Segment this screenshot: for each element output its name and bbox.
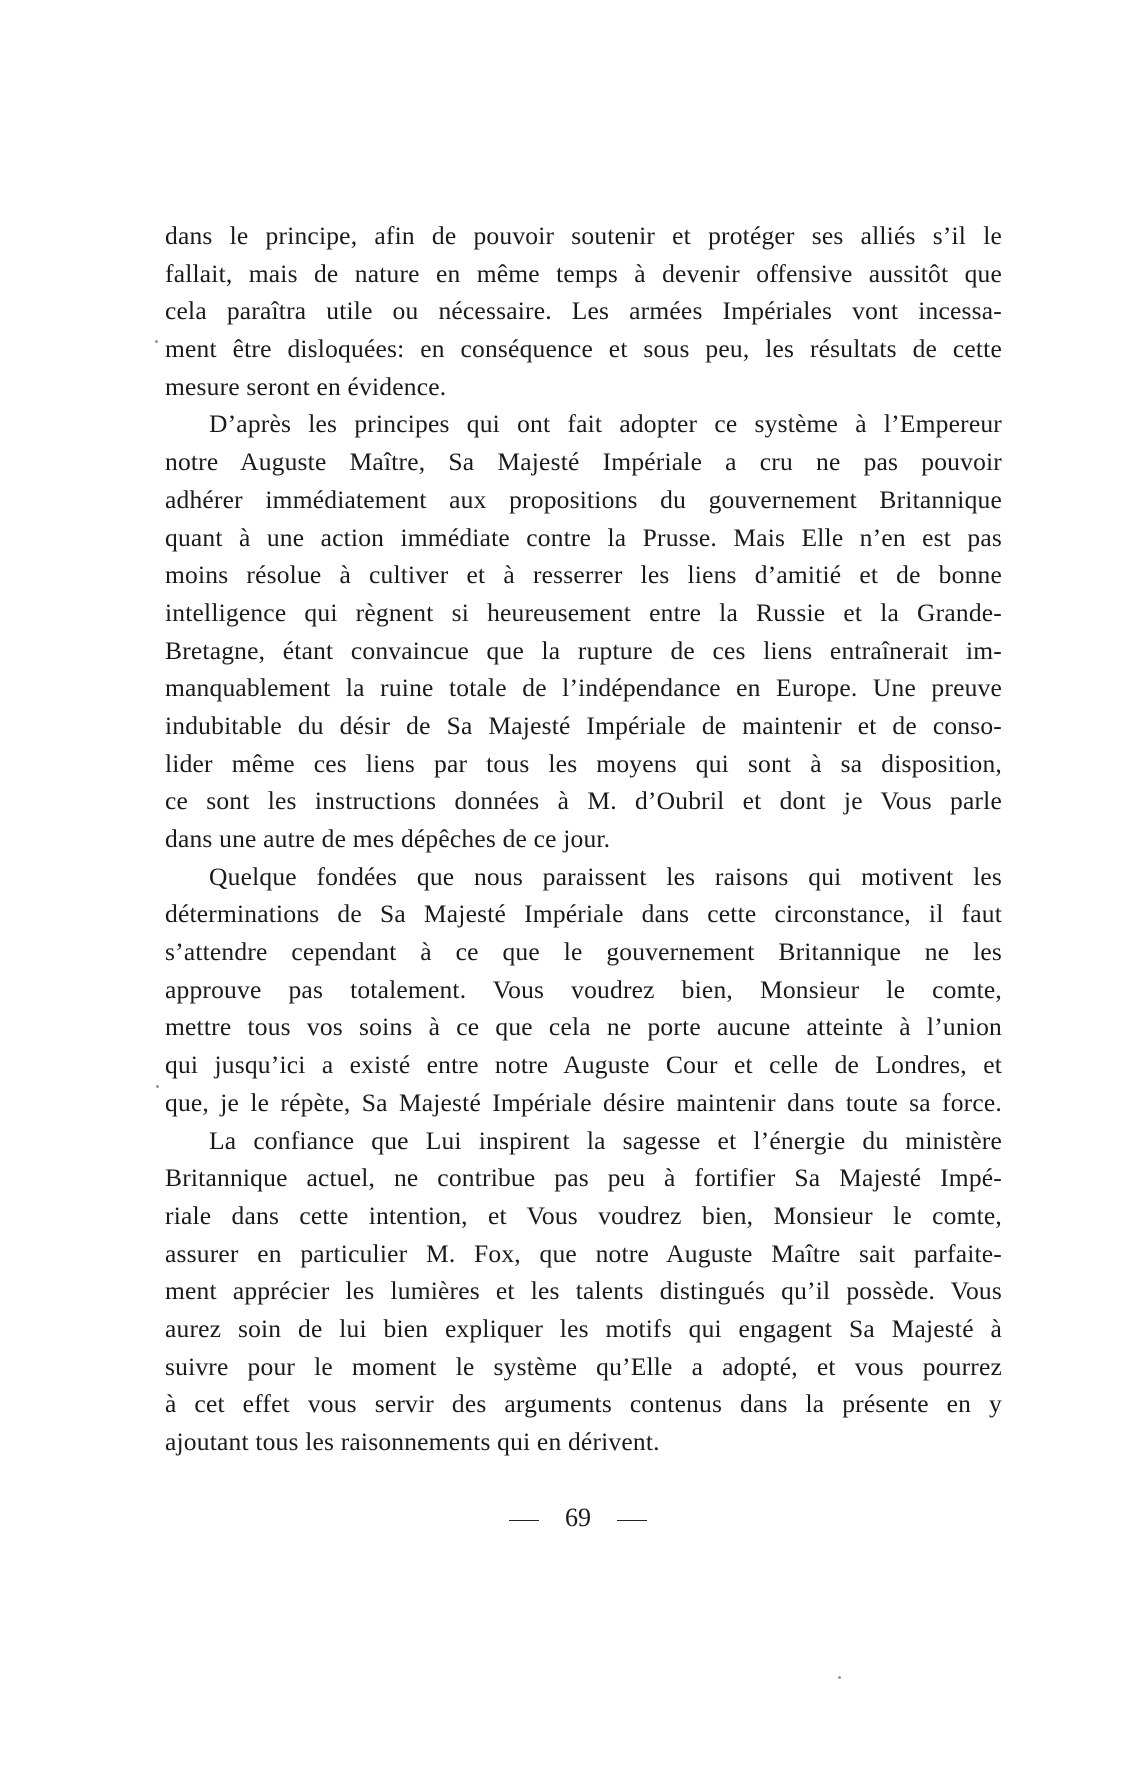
text-line: cela paraîtra utile ou nécessaire. Les armées Impériales vont incessa-: [165, 296, 1002, 326]
text-line: ajoutant tous les raisonnements qui en dérivent.: [165, 1427, 660, 1456]
dash-right: [617, 1520, 647, 1521]
paragraph: [165, 405, 1002, 857]
body-text: [165, 217, 1002, 1461]
paragraph: [165, 858, 1002, 1122]
text-line: Bretagne, étant convaincue que la rupture de ces liens entraînerait im-: [165, 635, 1002, 665]
text-line: dans le principe, afin de pouvoir soutenir et protéger ses alliés s’il le: [165, 221, 1002, 250]
scan-speck: [156, 1085, 159, 1088]
text-line: assurer en particulier M. Fox, que notre Auguste Maître sait parfaite-: [165, 1238, 1002, 1268]
paragraph: [165, 217, 1002, 405]
text-line: ment être disloquées: en conséquence et sous peu, les résultats de cette: [165, 334, 1002, 364]
text-line: dans une autre de mes dépêches de ce jour.: [165, 824, 611, 853]
paragraph: [165, 1122, 1002, 1461]
page-footer: [8, 1503, 1140, 1533]
text-line: notre Auguste Maître, Sa Majesté Impériale a cru ne pas pouvoir: [165, 447, 1002, 477]
dash-left: [509, 1520, 539, 1521]
text-line: approuve pas totalement. Vous voudrez bien, Monsieur le comte,: [165, 974, 1002, 1004]
text-line: ce sont les instructions données à M. d’Oubril et dont je Vous parle: [165, 786, 1002, 816]
text-line: indubitable du désir de Sa Majesté Impériale de maintenir et de conso-: [165, 710, 1002, 740]
text-line: qui jusqu’ici a existé entre notre Auguste Cour et celle de Londres, et: [165, 1050, 1002, 1080]
text-line: que, je le répète, Sa Majesté Impériale désire maintenir dans toute sa force.: [165, 1087, 1002, 1117]
text-line: moins résolue à cultiver et à resserrer les liens d’amitié et de bonne: [165, 560, 1002, 590]
text-line: lider même ces liens par tous les moyens qui sont à sa disposition,: [165, 748, 1002, 778]
scan-speck: [838, 1676, 841, 1679]
text-line: à cet effet vous servir des arguments contenus dans la présente en y: [165, 1389, 1002, 1419]
scan-speck: [155, 340, 158, 343]
text-line: manquablement la ruine totale de l’indépendance en Europe. Une preuve: [165, 673, 1002, 703]
text-line: suivre pour le moment le système qu’Elle a adopté, et vous pourrez: [165, 1351, 1002, 1381]
text-line: s’attendre cependant à ce que le gouvernement Britannique ne les: [165, 937, 1002, 967]
text-line: Quelque fondées que nous paraissent les raisons qui motivent les: [209, 861, 1002, 891]
text-line: quant à une action immédiate contre la Prusse. Mais Elle n’en est pas: [165, 522, 1002, 552]
text-line: déterminations de Sa Majesté Impériale dans cette circonstance, il faut: [165, 899, 1002, 929]
text-line: aurez soin de lui bien expliquer les motifs qui engagent Sa Majesté à: [165, 1313, 1002, 1343]
page-number: 69: [565, 1503, 591, 1532]
text-line: mettre tous vos soins à ce que cela ne porte aucune atteinte à l’union: [165, 1012, 1002, 1042]
text-line: ment apprécier les lumières et les talents distingués qu’il possède. Vous: [165, 1276, 1002, 1306]
text-line: D’après les principes qui ont fait adopter ce système à l’Empereur: [209, 409, 1002, 439]
text-line: fallait, mais de nature en même temps à devenir offensive aussitôt que: [165, 258, 1002, 288]
text-line: Britannique actuel, ne contribue pas peu à fortifier Sa Majesté Impé-: [165, 1163, 1002, 1193]
text-line: riale dans cette intention, et Vous voudrez bien, Monsieur le comte,: [165, 1200, 1002, 1230]
text-line: adhérer immédiatement aux propositions du gouvernement Britannique: [165, 484, 1002, 514]
text-line: mesure seront en évidence.: [165, 371, 447, 401]
text-line: La confiance que Lui inspirent la sagesse et l’énergie du ministère: [209, 1125, 1002, 1155]
text-line: intelligence qui règnent si heureusement entre la Russie et la Grande-: [165, 597, 1002, 627]
